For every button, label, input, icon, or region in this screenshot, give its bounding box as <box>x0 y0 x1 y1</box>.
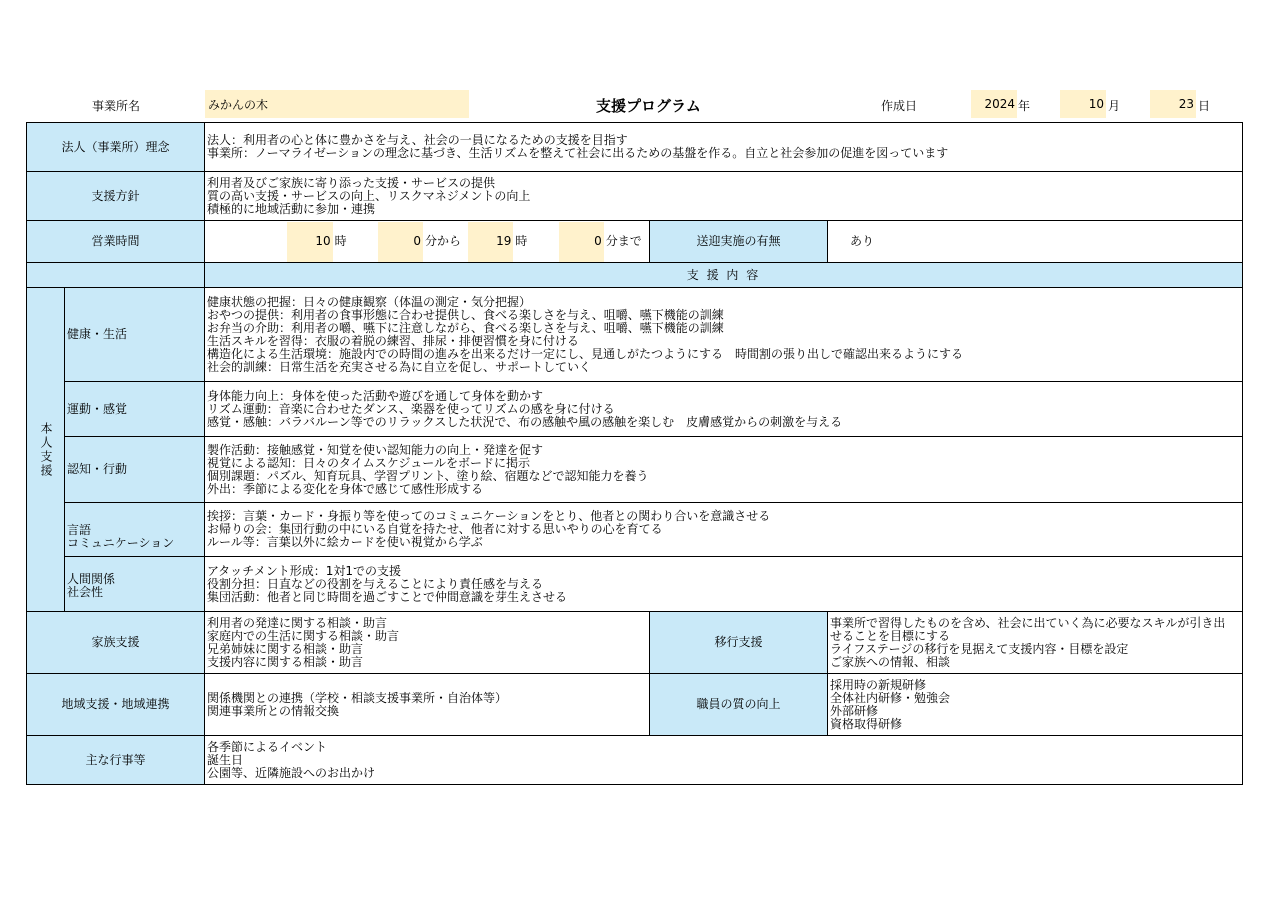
cognition-label: 認知・行動 <box>65 437 205 503</box>
philosophy-label: 法人（事業所）理念 <box>27 123 205 172</box>
family-line: 家庭内での生活に関する相談・助言 <box>207 628 400 643</box>
health-text[interactable] <box>205 288 1243 382</box>
office-label: 事業所名 <box>92 99 141 113</box>
social-label <box>65 557 205 612</box>
health-line: 構造化による生活環境：施設内での時間の進みを出来るだけ一定にし、見通しがたつようにする 時間割の張り出しで確認出来るようにする <box>207 346 964 361</box>
community-line: 関連事業所との情報交換 <box>207 703 340 718</box>
family-line: 兄弟姉妹に関する相談・助言 <box>207 641 364 656</box>
health-label: 健康・生活 <box>65 288 205 382</box>
motor-line: リズム運動：音楽に合わせたダンス、楽器を使ってリズムの感を身に付ける <box>207 401 615 416</box>
language-label <box>65 503 205 557</box>
transport-value[interactable]: あり <box>828 221 1243 263</box>
day-field[interactable] <box>1150 90 1196 118</box>
events-line: 誕生日 <box>207 752 244 767</box>
personal-support-label <box>27 288 65 612</box>
hours-cell <box>205 221 650 263</box>
social-row <box>27 557 1243 612</box>
transition-line: ご家族への情報、相談 <box>830 654 951 669</box>
policy-label: 支援方針 <box>27 172 205 221</box>
motor-line: 身体能力向上：身体を使った活動や遊びを通して身体を動かす <box>207 388 544 403</box>
health-line: 健康状態の把握：日々の健康観察（体温の測定・気分把握） <box>207 294 532 309</box>
family-line: 支援内容に関する相談・助言 <box>207 654 364 669</box>
language-line: ルール等：言葉以外に絵カードを使い視覚から学ぶ <box>207 535 483 549</box>
start-min-field[interactable] <box>378 222 423 262</box>
policy-line: 利用者及びご家族に寄り添った支援・サービスの提供 <box>207 175 496 190</box>
language-line: お帰りの会：集団行動の中にいる自覚を持たせ、他者に対する思いやりの心を育てる <box>207 522 663 536</box>
social-label-line: 社会性 <box>67 585 104 599</box>
start-hour-field[interactable] <box>287 222 332 262</box>
family-label: 家族支援 <box>27 612 205 674</box>
health-line: おやつの提供：利用者の食事形態に合わせ提供し、食べる楽しさを与え、咀嚼、嚥下機能の訓練 <box>207 307 724 322</box>
policy-row <box>27 172 1243 221</box>
transition-line: 事業所で習得したものを含め、社会に出ていく為に必要なスキルが引き出 <box>830 615 1226 630</box>
content-header-blank <box>27 263 205 288</box>
community-text[interactable] <box>205 674 650 736</box>
events-text[interactable] <box>205 736 1243 785</box>
program-table <box>26 122 1243 785</box>
philosophy-line: 事業所：ノーマライゼーションの理念に基づき、生活リズムを整えて社会に出るための基盤を作る。自立と社会参加の促進を図っています <box>207 146 949 160</box>
transition-line: ライフステージの移行を見据えて支援内容・目標を設定 <box>830 641 1129 656</box>
content-header: 支 援 内 容 <box>205 263 1243 288</box>
social-label-line: 人間関係 <box>67 572 116 586</box>
cognition-text[interactable] <box>205 437 1243 503</box>
events-line: 各季節によるイベント <box>207 739 328 754</box>
motor-text[interactable] <box>205 382 1243 437</box>
cognition-row <box>27 437 1243 503</box>
transition-text[interactable] <box>828 612 1243 674</box>
staff-quality-line: 外部研修 <box>830 703 879 718</box>
events-row <box>27 736 1243 785</box>
end-hour: 19 <box>496 234 512 248</box>
policy-text[interactable] <box>205 172 1243 221</box>
cognition-line: 視覚による認知：日々のタイムスケジュールをボードに掲示 <box>207 455 531 470</box>
day-unit: 日 <box>1198 99 1211 113</box>
events-line: 公園等、近隣施設へのお出かけ <box>207 765 376 780</box>
hours-label: 営業時間 <box>27 221 205 263</box>
health-line: 生活スキルを習得：衣服の着脱の練習、排尿・排便習慣を身に付ける <box>207 333 579 348</box>
language-line: 挨拶：言葉・カード・身振り等を使ってのコミュニケーションをとり、他者との関わり合いを意識させる <box>207 509 771 523</box>
year-value: 2024 <box>984 97 1015 111</box>
staff-quality-text[interactable] <box>828 674 1243 736</box>
start-min: 0 <box>413 234 422 248</box>
to-unit: 分まで <box>605 234 642 248</box>
social-text[interactable] <box>205 557 1243 612</box>
social-line: アタッチメント形成：1対1での支援 <box>207 563 401 578</box>
community-line: 関係機関との連携（学校・相談支援事業所・自治体等） <box>207 690 508 705</box>
language-row <box>27 503 1243 557</box>
day-value: 23 <box>1178 97 1194 111</box>
cognition-line: 個別課題：パズル、知育玩具、学習プリント、塗り絵、宿題などで認知能力を養う <box>207 468 649 483</box>
events-label: 主な行事等 <box>27 736 205 785</box>
staff-quality-line: 全体社内研修・勉強会 <box>830 690 951 705</box>
philosophy-text[interactable] <box>205 123 1243 172</box>
transport-label: 送迎実施の有無 <box>650 221 828 263</box>
motor-label: 運動・感覚 <box>65 382 205 437</box>
family-text[interactable] <box>205 612 650 674</box>
staff-quality-line: 資格取得研修 <box>830 716 903 731</box>
language-text[interactable] <box>205 503 1243 557</box>
philosophy-line: 法人：利用者の心と体に豊かさを与え、社会の一員になるための支援を目指す <box>207 133 628 147</box>
language-label-line: コミュニケーション <box>67 536 175 550</box>
month-field[interactable] <box>1060 90 1106 118</box>
content-header-row <box>27 263 1243 288</box>
motor-line: 感覚・感触：バラバルーン等でのリラックスした状況で、布の感触や風の感触を楽しむ 皮膚感覚からの刺激を与える <box>207 414 843 429</box>
start-hour: 10 <box>315 234 331 248</box>
staff-quality-label: 職員の質の向上 <box>650 674 828 736</box>
policy-line: 質の高い支援・サービスの向上、リスクマネジメントの向上 <box>207 188 531 203</box>
health-row <box>27 288 1243 382</box>
end-min: 0 <box>594 234 602 248</box>
hours-row <box>27 221 1243 263</box>
transition-label: 移行支援 <box>650 612 828 674</box>
community-label: 地域支援・地域連携 <box>27 674 205 736</box>
language-label-line: 言語 <box>67 523 92 537</box>
transition-line: せることを目標にする <box>830 628 951 643</box>
office-name: みかんの木 <box>208 98 269 112</box>
end-min-field[interactable] <box>559 222 604 262</box>
community-row <box>27 674 1243 736</box>
hour-unit: 時 <box>515 234 528 248</box>
cognition-line: 製作活動：接触感覚・知覚を使い認知能力の向上・発達を促す <box>207 442 544 457</box>
social-line: 集団活動：他者と同じ時間を過ごすことで仲間意識を芽生えさせる <box>207 589 568 604</box>
staff-quality-line: 採用時の新規研修 <box>830 677 927 692</box>
month-unit: 月 <box>1108 99 1121 113</box>
end-hour-field[interactable] <box>468 222 513 262</box>
cognition-line: 外出：季節による変化を身体で感じて感性形成する <box>207 481 484 496</box>
month-value: 10 <box>1088 97 1104 111</box>
office-name-field[interactable] <box>205 90 469 118</box>
page-title: 支援プログラム <box>596 97 701 115</box>
created-label: 作成日 <box>881 99 918 113</box>
family-line: 利用者の発達に関する相談・助言 <box>207 615 388 630</box>
hour-unit: 時 <box>334 234 347 248</box>
health-line: 社会的訓練：日常生活を充実させる為に自立を促し、サポートしていく <box>207 359 592 374</box>
philosophy-row <box>27 123 1243 172</box>
social-line: 役割分担：日直などの役割を与えることにより責任感を与える <box>207 576 544 591</box>
from-unit: 分から <box>425 234 462 248</box>
personal-support-label-text: 本人支援 <box>39 421 53 478</box>
year-unit: 年 <box>1018 99 1031 113</box>
family-row <box>27 612 1243 674</box>
health-line: お弁当の介助：利用者の嚼、嚥下に注意しながら、食べる楽しさを与え、咀嚼、嚥下機能の訓練 <box>207 320 724 335</box>
policy-line: 積極的に地域活動に参加・連携 <box>207 201 376 216</box>
motor-row <box>27 382 1243 437</box>
year-field[interactable] <box>971 90 1017 118</box>
